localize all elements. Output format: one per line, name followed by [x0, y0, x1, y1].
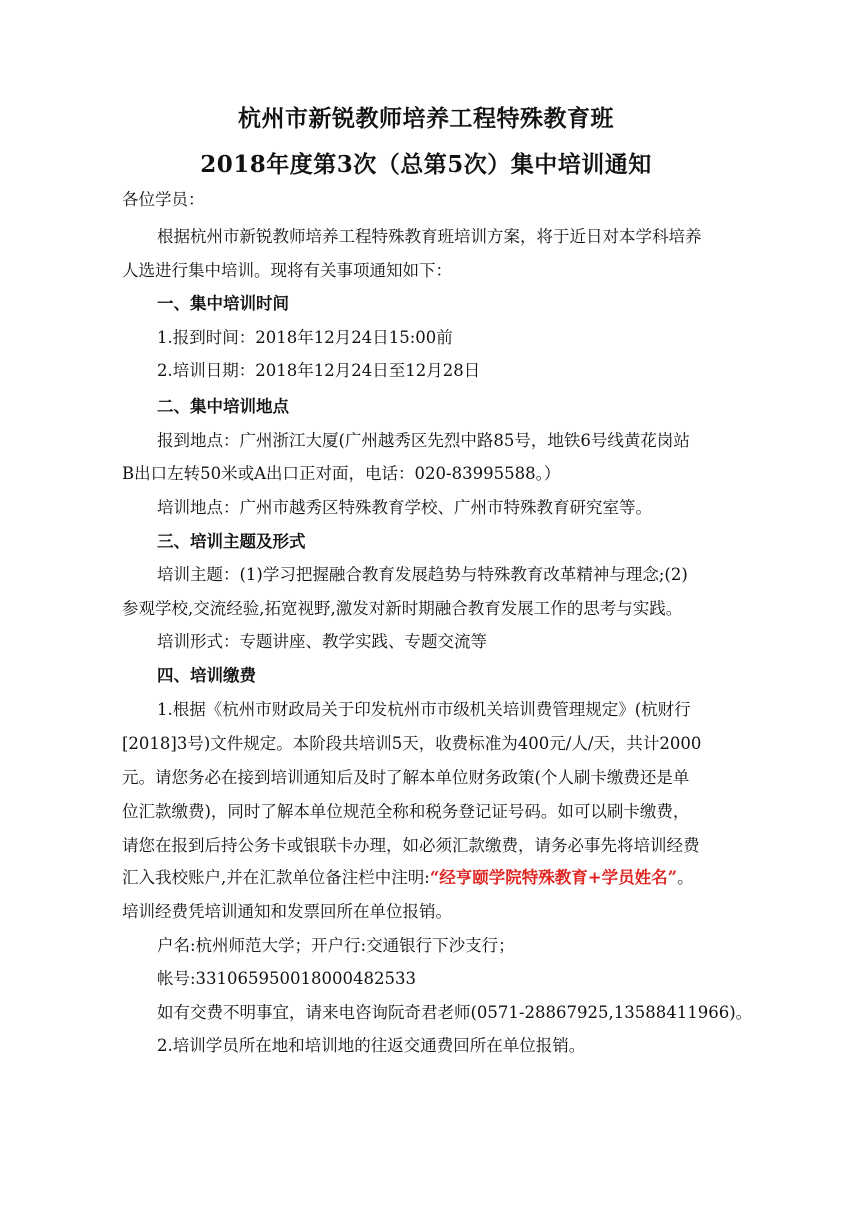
account-number: 帐号:331065950018000482533: [157, 969, 417, 988]
report-location-line-1: 报到地点：广州浙江大厦(广州越秀区先烈中路85号，地铁6号线黄花岗站: [157, 431, 690, 450]
salutation: 各位学员：: [122, 190, 205, 209]
intro-line-2: 人选进行集中培训。现将有关事项通知如下：: [122, 261, 452, 280]
remittance-note-end: 。: [677, 868, 694, 887]
training-location: 培训地点：广州市越秀区特殊教育学校、广州市特殊教育研究室等。: [157, 498, 652, 517]
fee-para-line-5: 请您在报到后持公务卡或银联卡办理，如必须汇款缴费，请务必事先将培训经费: [122, 836, 700, 855]
fee-para-line-2: [2018]3号)文件规定。本阶段共培训5天，收费标准为400元/人/天，共计2000: [122, 734, 702, 753]
fee-para-line-3: 元。请您务必在接到培训通知后及时了解本单位财务政策(个人刷卡缴费还是单: [122, 768, 690, 787]
section-3-heading: 三、培训主题及形式: [157, 532, 306, 551]
section-4-heading: 四、培训缴费: [157, 666, 256, 685]
section-2-heading: 二、集中培训地点: [157, 397, 289, 416]
fee-para-line-4: 位汇款缴费)，同时了解本单位规范全称和税务登记证号码。如可以刷卡缴费，: [122, 802, 690, 821]
training-theme-line-2: 参观学校,交流经验,拓宽视野,激发对新时期融合教育发展工作的思考与实践。: [122, 599, 683, 618]
fee-para-line-1: 1.根据《杭州市财政局关于印发杭州市市级机关培训费管理规定》(杭财行: [157, 700, 691, 719]
report-time: 1.报到时间：2018年12月24日15:00前: [157, 328, 453, 347]
contact-info: 如有交费不明事宜，请来电咨询阮奇君老师(0571-28867925,13588411966)。: [157, 1003, 753, 1022]
intro-line-1: 根据杭州市新锐教师培养工程特殊教育班培训方案，将于近日对本学科培养: [157, 227, 702, 246]
training-dates: 2.培训日期：2018年12月24日至12月28日: [157, 361, 481, 380]
training-theme-line-1: 培训主题：(1)学习把握融合教育发展趋势与特殊教育改革精神与理念;(2): [157, 565, 688, 584]
fee-para-line-7: 培训经费凭培训通知和发票回所在单位报销。: [122, 902, 452, 921]
title-line-1: 杭州市新锐教师培养工程特殊教育班: [238, 105, 614, 132]
fee-para-line-6: [122, 866, 732, 890]
remittance-note-text: 汇入我校账户,并在汇款单位备注栏中注明:: [122, 868, 430, 887]
training-form: 培训形式：专题讲座、教学实践、专题交流等: [157, 632, 487, 651]
travel-expense-note: 2.培训学员所在地和培训地的往返交通费回所在单位报销。: [157, 1036, 586, 1055]
section-1-heading: 一、集中培训时间: [157, 294, 289, 313]
title-line-2: 2018年度第3次（总第5次）集中培训通知: [200, 151, 652, 178]
remittance-note-highlight: “经亨颐学院特殊教育+学员姓名”: [429, 868, 678, 887]
report-location-line-2: B出口左转50米或A出口正对面，电话：020-83995588。）: [122, 464, 561, 483]
account-name: 户名:杭州师范大学；开户行:交通银行下沙支行；: [157, 936, 515, 955]
